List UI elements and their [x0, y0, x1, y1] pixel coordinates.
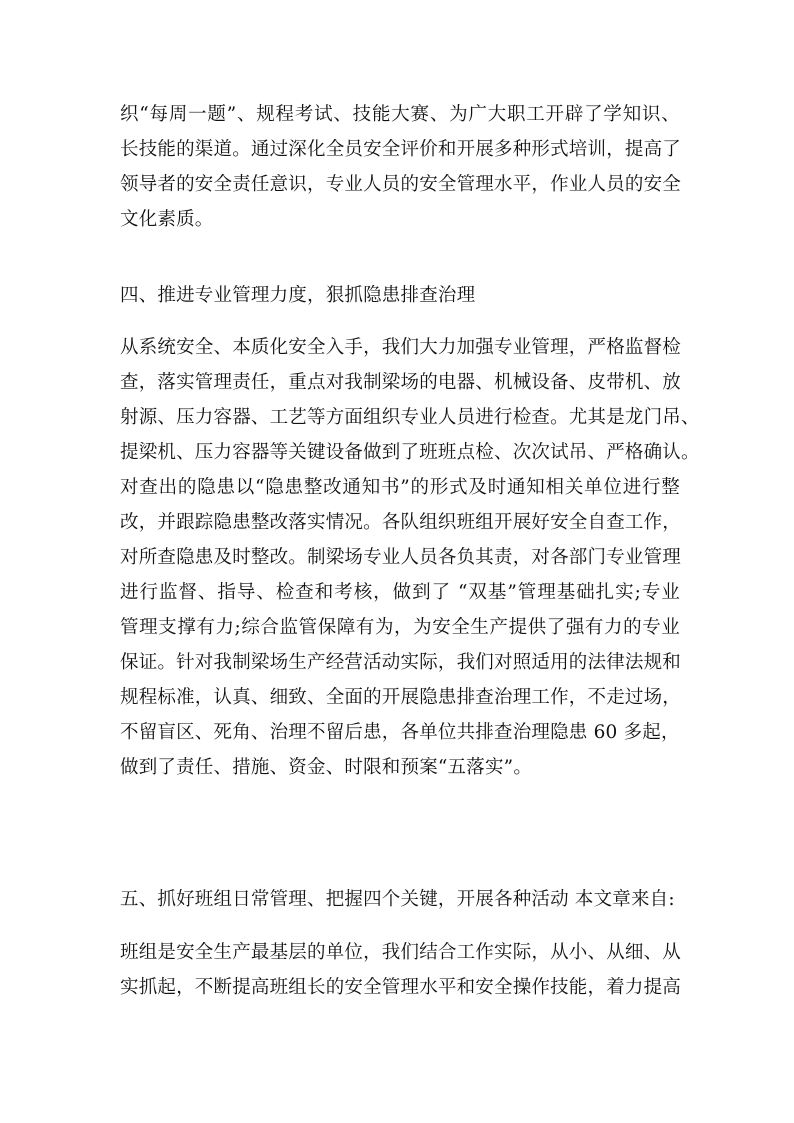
text-line: 射源、压力容器、工艺等方面组织专业人员进行检查。尤其是龙门吊、 — [120, 407, 700, 428]
heading-text: 四、推进专业管理力度，狠抓隐患排查治理 — [120, 285, 476, 306]
text-line: 不留盲区、死角、治理不留后患，各单位共排查治理隐患 60 多起， — [120, 722, 680, 743]
section-heading-5 — [120, 882, 680, 917]
text-line: 保证。针对我制梁场生产经营活动实际，我们对照适用的法律法规和 — [120, 652, 682, 673]
text-line: 从系统安全、本质化安全入手，我们大力加强专业管理，严格监督检 — [120, 337, 682, 358]
text-line: 对所查隐患及时整改。制梁场专业人员各负其责，对各部门专业管理 — [120, 547, 682, 568]
text-line: 改，并跟踪隐患整改落实情况。各队组织班组开展好安全自查工作， — [120, 512, 682, 533]
text-line: 管理支撑有力;综合监管保障有为，为安全生产提供了强有力的专业 — [120, 617, 680, 638]
section-heading-4 — [120, 278, 680, 313]
heading-text: 五、抓好班组日常管理、把握四个关键，开展各种活动 本文章来自: — [120, 889, 675, 910]
paragraph-section-5 — [120, 935, 680, 1005]
text-line: 提梁机、压力容器等关键设备做到了班班点检、次次试吊、严格确认。 — [120, 442, 700, 463]
text-line: 班组是安全生产最基层的单位，我们结合工作实际，从小、从细、从 — [120, 942, 682, 963]
text-line: 实抓起，不断提高班组长的安全管理水平和安全操作技能，着力提高 — [120, 977, 682, 998]
text-line: 对查出的隐患以“隐患整改通知书”的形式及时通知相关单位进行整 — [120, 477, 680, 498]
text-line: 织“每周一题”、规程考试、技能大赛、为广大职工开辟了学知识、 — [120, 104, 680, 125]
text-line: 领导者的安全责任意识，专业人员的安全管理水平，作业人员的安全 — [120, 174, 682, 195]
paragraph-section-4 — [120, 330, 700, 785]
text-line: 规程标准，认真、细致、全面的开展隐患排查治理工作，不走过场， — [120, 687, 682, 708]
text-line: 长技能的渠道。通过深化全员安全评价和开展多种形式培训，提高了 — [120, 139, 682, 160]
text-line: 做到了责任、措施、资金、时限和预案“五落实”。 — [120, 757, 533, 778]
paragraph-intro — [120, 97, 680, 237]
text-line: 文化素质。 — [120, 209, 214, 230]
text-line: 进行监督、指导、检查和考核，做到了 “双基”管理基础扎实;专业 — [120, 582, 680, 603]
text-line: 查，落实管理责任，重点对我制梁场的电器、机械设备、皮带机、放 — [120, 372, 682, 393]
